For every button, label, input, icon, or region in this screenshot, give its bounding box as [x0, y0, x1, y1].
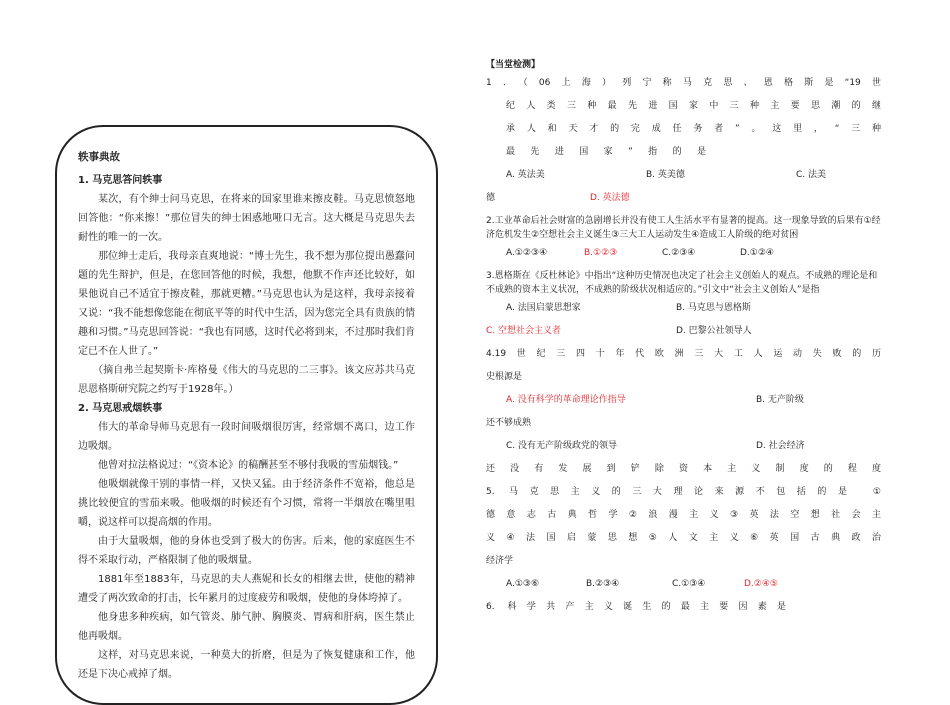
q3-options	[486, 297, 881, 320]
story2-paragraph: 他吸烟就像干别的事情一样，又快又猛。由于经济条件不宽裕，他总是挑比较便宜的雪茄来吸。他吸烟的时候还有个习惯，常将一半烟放在嘴里咀嚼，说这样可以提高烟的作用。	[78, 479, 415, 528]
story2-paragraph: 他身患多种疾病，如气管炎、肺气肿、胸膜炎、胃病和肝病，医生禁止他再吸烟。	[78, 612, 415, 642]
q2-option-a: A.①②③④	[506, 248, 548, 258]
q5-option-c: C.①③④	[672, 579, 706, 589]
q2-option-b-answer: B.①②③	[584, 248, 618, 258]
anecdotes-heading: 轶事典故	[78, 151, 120, 163]
story2-paragraph: 这样，对马克思来说，一种莫大的折磨，但是为了恢复健康和工作，他还是下决心戒掉了烟。	[78, 650, 415, 680]
q2-text: 2.工业革命后社会财富的急剧增长并没有使工人生活水平有显著的提高。这一现象导致的后果有①经济危机发生②空想社会主义诞生③三大工人运动发生④造成工人阶级的绝对贫困	[486, 216, 881, 240]
q4-options	[486, 389, 881, 412]
q3-options-2	[486, 320, 881, 343]
q2-option-d: D.①②④	[740, 248, 774, 258]
q5-options	[486, 573, 881, 596]
q4-line: 史根源是	[486, 372, 523, 382]
story1-source: （摘自弗兰起契斯卡·库格曼《伟大的马克思的二三事》。该文应苏共马克思恩格斯研究院之约写于1928年。）	[78, 365, 415, 395]
q1-option-b: B. 英美德	[646, 170, 685, 180]
q4-option-c: C. 没有无产阶级政党的领导	[506, 441, 618, 451]
q4-option-a-answer: A. 没有科学的革命理论作指导	[506, 395, 626, 405]
q4-option-b-cont: 还不够成熟	[486, 418, 532, 428]
q5-line: 5. 马克思主义的三大理论来源不包括的是 ①	[486, 487, 881, 497]
q5-option-d-answer: D.②④⑤	[744, 579, 778, 589]
q1-line: 纪人类三种最先进国家中三种主要思潮的继	[506, 101, 881, 111]
q6-line: 6. 科学共产主义诞生的最主要因素是	[486, 602, 786, 612]
q3-option-d: D. 巴黎公社领导人	[676, 326, 752, 336]
q1-option-d-answer: D. 英法德	[590, 193, 630, 203]
q2-option-c: C.②③④	[662, 248, 696, 258]
story2-paragraph: 由于大量吸烟，他的身体也受到了极大的伤害。后来，他的家庭医生不得不采取行动，严格限制了他的吸烟量。	[78, 536, 415, 566]
q2-options	[486, 242, 881, 265]
q4-option-b: B. 无产阶级	[756, 395, 804, 405]
q5-line: 义④法国启蒙思想⑤人文主义⑥英国古典政治	[486, 533, 881, 543]
q5-line: 经济学	[486, 556, 514, 566]
story2-paragraph: 1881年至1883年，马克思的夫人燕妮和长女的相继去世，使他的精神遭受了两次致命的打击，长年累月的过度疲劳和吸烟，使他的身体垮掉了。	[78, 574, 415, 604]
story2-paragraph: 他曾对拉法格说过：“《资本论》的稿酬甚至不够付我吸的雪茄烟钱。”	[98, 460, 399, 471]
story1-paragraph: 那位绅士走后，我母亲直爽地说：“博士先生，我不想为那位提出愚蠢问题的先生辩护，但是，在您回答他的时候，我想，他默不作声还比较好，如果他说自己不适宜于擦皮鞋，那就更糟。”马克思也认为是这样，我母亲接着又说：“我不能想像您能在彻底平等的时代中生活，因为您完全具有贵族的情趣和习惯。”马克思回答说：“我也有同感，这时代必将到来，不过那时我们肯定已不在人世了。”	[78, 251, 415, 357]
q4-option-d: D. 社会经济	[756, 441, 805, 451]
quiz-section-title: 【当堂检测】	[486, 60, 541, 70]
q1-line: 最先进国家”指的是	[506, 147, 706, 157]
q3-option-a: A. 法国启蒙思想家	[506, 303, 581, 313]
anecdotes-column	[78, 148, 415, 684]
q3-option-c-answer: C. 空想社会主义者	[486, 326, 562, 336]
q5-option-b: B.②③④	[586, 579, 620, 589]
q4-line: 4.19世纪三四十年代欧洲三大工人运动失败的历	[486, 349, 881, 359]
q1-option-a: A. 英法美	[506, 170, 545, 180]
q4-options-2	[486, 435, 881, 458]
q5-option-a: A.①③⑥	[506, 579, 540, 589]
q1-option-c-cont: 德	[486, 193, 496, 203]
story2-title: 2. 马克思戒烟轶事	[78, 403, 163, 414]
q3-text: 3.恩格斯在《反杜林论》中指出“这种历史情况也决定了社会主义创始人的观点。不成熟的理论是和不成熟的资本主义状况，不成熟的阶级状况相适应的。”引文中“社会主义创始人”是指	[486, 271, 878, 295]
q3-option-b: B. 马克思与恩格斯	[676, 303, 751, 313]
quiz-column	[486, 58, 881, 619]
q5-line: 德意志古典哲学②浪漫主义③英法空想社会主	[486, 510, 881, 520]
story1-title: 1. 马克思答问轶事	[78, 175, 163, 186]
q4-option-d-cont: 还没有发展到铲除资本主义制度的程度	[486, 464, 881, 474]
q1-options	[486, 164, 881, 187]
q1-line: 承人和天才的完成任务者”。这里，“三种	[506, 124, 881, 134]
q1-option-c: C. 法美	[796, 170, 827, 180]
story2-paragraph: 伟大的革命导师马克思有一段时间吸烟很厉害，经常烟不离口，边工作边吸烟。	[78, 422, 415, 452]
q1-options-cont	[486, 187, 881, 210]
story1-paragraph: 某次，有个绅士问马克思，在将来的国家里谁来擦皮鞋。马克思愤怒地回答他：“你来擦！”那位冒失的绅士困惑地哑口无言。这大概是马克思失去耐性的唯一的一次。	[78, 194, 415, 243]
q1-line: 1．（06上海）列宁称马克思、恩格斯是“19世	[486, 78, 881, 88]
